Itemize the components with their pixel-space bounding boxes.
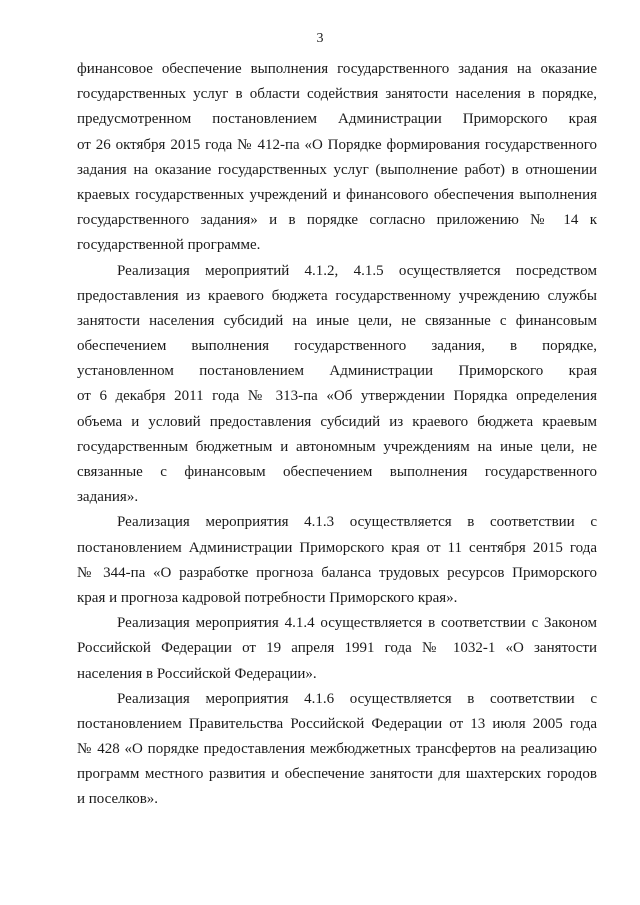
text-line: краевых государственных учреждений и финансового обеспечения выполнения xyxy=(77,186,597,203)
text-line: от 26 октября 2015 года № 412-па «О Порядке формирования государственного xyxy=(77,136,597,153)
text-line: объема и условий предоставления субсидий из краевого бюджета краевым xyxy=(77,413,597,430)
text-line: связанные с финансовым обеспечением выполнения государственного xyxy=(77,464,597,480)
text-line: государственного задания» и в порядке согласно приложению № 14 к xyxy=(77,212,597,229)
text-line: предоставления из краевого бюджета государственному учреждению службы xyxy=(77,287,597,304)
text-line: населения в Российской Федерации». xyxy=(77,665,317,682)
text-line: № 344-па «О разработке прогноза баланса трудовых ресурсов Приморского xyxy=(77,564,597,581)
text-line: Реализация мероприятия 4.1.4 осуществляется в соответствии с Законом xyxy=(117,615,597,632)
text-line: Российской Федерации от 19 апреля 1991 года № 1032-1 «О занятости xyxy=(77,640,597,657)
text-line: предусмотренном постановлением Администрации Приморского края xyxy=(77,111,597,128)
text-line: занятости населения субсидий на иные цели, не связанные с финансовым xyxy=(77,312,597,329)
text-line: постановлением Правительства Российской Федерации от 13 июля 2005 года xyxy=(77,715,597,732)
document-body xyxy=(77,57,597,813)
text-line: государственных услуг в области содействия занятости населения в порядке, xyxy=(77,86,597,103)
text-line: задания». xyxy=(77,489,139,506)
text-line: Реализация мероприятия 4.1.6 осуществляется в соответствии с xyxy=(117,690,597,707)
paragraph-2 xyxy=(77,259,597,511)
paragraph-4 xyxy=(77,611,597,687)
text-line: № 428 «О порядке предоставления межбюджетных трансфертов на реализацию xyxy=(77,741,597,758)
text-line: государственным бюджетным и автономным учреждениям на иные цели, не xyxy=(77,438,597,455)
text-line: государственной программе. xyxy=(77,237,261,254)
paragraph-3 xyxy=(77,510,597,611)
text-line: программ местного развития и обеспечение занятости для шахтерских городов xyxy=(77,766,597,783)
text-line: Реализация мероприятия 4.1.3 осуществляется в соответствии с xyxy=(117,514,597,531)
paragraph-5 xyxy=(77,687,597,813)
page-number: 3 xyxy=(316,31,324,46)
paragraph-1 xyxy=(77,57,597,259)
text-line: от 6 декабря 2011 года № 313-па «Об утверждении Порядка определения xyxy=(77,388,597,405)
text-line: задания на оказание государственных услуг (выполнение работ) в отношении xyxy=(77,161,597,178)
text-line: постановлением Администрации Приморского края от 11 сентября 2015 года xyxy=(77,539,597,556)
text-line: Реализация мероприятий 4.1.2, 4.1.5 осуществляется посредством xyxy=(117,262,597,279)
text-line: установленном постановлением Администрации Приморского края xyxy=(77,363,597,380)
text-line: края и прогноза кадровой потребности Приморского края». xyxy=(77,589,458,606)
text-line: финансовое обеспечение выполнения государственного задания на оказание xyxy=(77,61,597,77)
text-line: и поселков». xyxy=(77,791,159,808)
text-line: обеспечением выполнения государственного задания, в порядке, xyxy=(77,338,597,355)
